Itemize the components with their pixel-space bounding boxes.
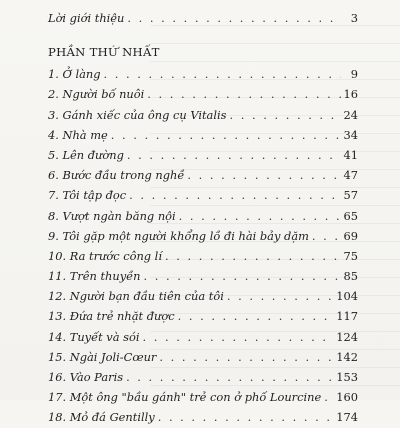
toc-entry-title: 15. Ngài Joli-Cœur bbox=[48, 349, 157, 364]
toc-page-number: 16 bbox=[343, 87, 358, 102]
toc-page-number: 75 bbox=[343, 248, 358, 263]
dot-leader bbox=[187, 165, 340, 185]
toc-entry-title: 2. Người bố nuôi bbox=[48, 87, 145, 102]
toc-page-number: 69 bbox=[343, 228, 358, 243]
toc-entry-title: 6. Bước đầu trong nghề bbox=[48, 168, 185, 183]
toc-entry-chapter[interactable] bbox=[48, 327, 358, 347]
toc-entry-chapter[interactable] bbox=[48, 387, 358, 407]
dot-leader bbox=[158, 407, 334, 427]
toc-entry-title: 11. Trên thuyền bbox=[48, 269, 141, 284]
toc-entry-title: 18. Mỏ đá Gentilly bbox=[48, 410, 155, 425]
toc-entry-chapter[interactable] bbox=[48, 407, 358, 427]
toc-entry-chapter[interactable] bbox=[48, 367, 358, 387]
dot-leader bbox=[129, 185, 340, 205]
toc-entry-chapter[interactable] bbox=[48, 145, 358, 165]
toc-entry-title: 1. Ở làng bbox=[48, 67, 101, 82]
toc-page-number: 160 bbox=[336, 390, 358, 405]
dot-leader bbox=[227, 286, 333, 306]
toc-page-number: 142 bbox=[336, 349, 358, 364]
toc-page-number: 3 bbox=[350, 11, 358, 25]
dot-leader bbox=[324, 387, 333, 407]
table-of-contents bbox=[48, 8, 358, 428]
dot-leader bbox=[312, 226, 341, 246]
toc-entry-chapter[interactable] bbox=[48, 105, 358, 125]
dot-leader bbox=[143, 327, 334, 347]
toc-entry-title: 16. Vào Paris bbox=[48, 370, 124, 384]
dot-leader bbox=[165, 246, 341, 266]
dot-leader bbox=[127, 145, 341, 165]
chapter-list bbox=[48, 64, 358, 427]
toc-entry-title: 4. Nhà mẹ bbox=[48, 127, 108, 142]
toc-page-number: 117 bbox=[336, 309, 358, 324]
toc-page-number: 47 bbox=[343, 168, 358, 183]
dot-leader bbox=[147, 84, 340, 104]
dot-leader bbox=[178, 306, 334, 326]
toc-entry-title: 17. Một ông "bầu gánh" trẻ con ở phố Lourcine bbox=[48, 390, 322, 405]
toc-entry-title: 10. Ra trước công lí bbox=[48, 248, 162, 263]
toc-entry-intro[interactable] bbox=[48, 8, 358, 28]
toc-page-number: 153 bbox=[336, 370, 358, 384]
toc-entry-title: 13. Đứa trẻ nhặt được bbox=[48, 309, 175, 324]
dot-leader bbox=[127, 8, 341, 28]
toc-page-number: 174 bbox=[336, 410, 358, 425]
toc-entry-chapter[interactable] bbox=[48, 347, 358, 367]
toc-page-number: 124 bbox=[336, 329, 358, 344]
toc-entry-title: 7. Tôi tập đọc bbox=[48, 188, 127, 203]
toc-page-number: 104 bbox=[336, 289, 358, 304]
toc-entry-chapter[interactable] bbox=[48, 226, 358, 246]
toc-entry-chapter[interactable] bbox=[48, 206, 358, 226]
dot-leader bbox=[104, 64, 341, 84]
toc-entry-title: 8. Vượt ngàn băng nội bbox=[48, 208, 176, 223]
toc-page-number: 41 bbox=[343, 147, 358, 162]
toc-entry-chapter[interactable] bbox=[48, 185, 358, 205]
toc-entry-chapter[interactable] bbox=[48, 64, 358, 84]
toc-entry-title: Lời giới thiệu bbox=[48, 11, 125, 25]
toc-entry-title: 9. Tôi gặp một người khổng lồ đi hài bảy dặm bbox=[48, 228, 309, 243]
toc-page-number: 34 bbox=[343, 127, 358, 142]
dot-leader bbox=[126, 367, 333, 387]
toc-entry-chapter[interactable] bbox=[48, 246, 358, 266]
toc-page-number: 65 bbox=[343, 208, 358, 223]
toc-entry-chapter[interactable] bbox=[48, 125, 358, 145]
toc-page-number: 9 bbox=[350, 67, 358, 82]
toc-entry-chapter[interactable] bbox=[48, 84, 358, 104]
toc-entry-chapter[interactable] bbox=[48, 165, 358, 185]
dot-leader bbox=[111, 125, 341, 145]
dot-leader bbox=[144, 266, 341, 286]
toc-page-number: 57 bbox=[343, 188, 358, 203]
toc-entry-title: 14. Tuyết và sói bbox=[48, 329, 140, 344]
dot-leader bbox=[159, 347, 333, 367]
toc-entry-title: 5. Lên đường bbox=[48, 147, 124, 162]
section-heading: PHẦN THỨ NHẤT bbox=[48, 45, 160, 60]
dot-leader bbox=[179, 206, 341, 226]
toc-entry-chapter[interactable] bbox=[48, 266, 358, 286]
toc-page-number: 85 bbox=[343, 269, 358, 284]
toc-entry-chapter[interactable] bbox=[48, 306, 358, 326]
toc-entry-chapter[interactable] bbox=[48, 286, 358, 306]
toc-entry-title: 3. Gánh xiếc của ông cụ Vitalis bbox=[48, 107, 227, 122]
toc-page-number: 24 bbox=[343, 107, 358, 122]
toc-entry-title: 12. Người bạn đầu tiên của tôi bbox=[48, 289, 224, 304]
dot-leader bbox=[230, 105, 341, 125]
